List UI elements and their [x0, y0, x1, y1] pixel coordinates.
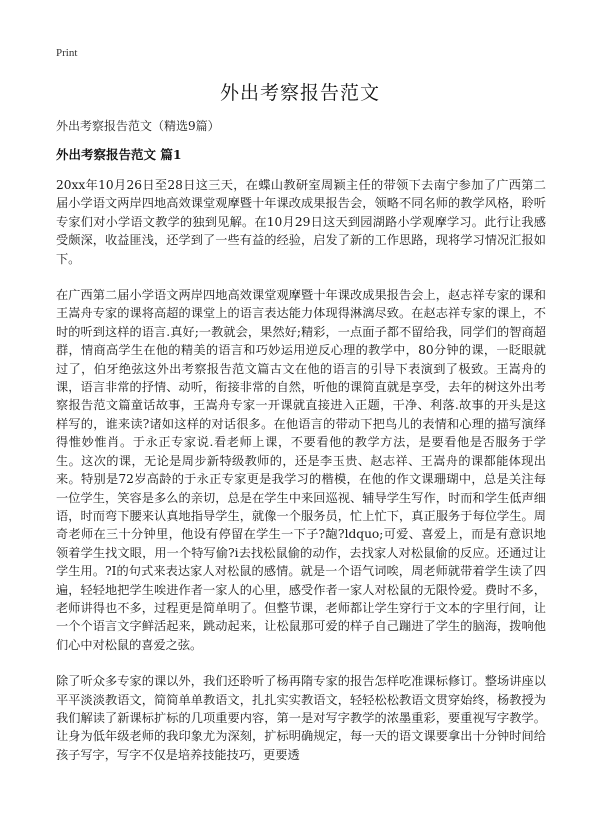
- paragraph-2: 在广西第二届小学语文两岸四地高效课堂观摩暨十年课改成果报告会上，赵志祥专家的课和王嵩舟专家的课将高超的课堂上的语言表达能力体现得淋漓尽致。在赵志祥专家的课上，不时的听到这样的语言.真好;一教就会，果然好;精彩，一点面子都不留给我，同学们的智商超群，情商高学生在他的精美的语言和巧妙运用逆反心理的教学中，80分钟的课，一眨眼就过了，伯牙绝弦这外出考察报告范文篇古文在他的语言的引导下表演到了极致。王嵩舟的课，语言非常的抒情、动听，衔接非常的自然，听他的课简直就是享受，去年的树这外出考察报告范文篇童话故事，王嵩舟专家一开课就直接进入正题，干净、利落.故事的开头是这样写的，谁来读?诸如这样的对话很多。在他语言的带动下把鸟儿的表情和心理的描写演绎得惟妙惟肖。于永正专家说.看老师上课，不要看他的教学方法，是要看他是否服务于学生。这次的课，无论是周步新特级教师的，还是李玉贵、赵志祥、王嵩舟的课都能体现出来。特别是72岁高龄的于永正专家更是我学习的楷模，在他的作文课珊瑚中，总是关注每一位学生，笑容是多么的亲切，总是在学生中来回巡视、辅导学生写作，时而和学生低声细语，时而弯下腰来认真地指导学生，就像一个服务员，忙上忙下，真正服务于每位学生。周奇老师在三十分钟里，他设有停留在学生一下子?龅?ldquo;可爱、喜爱上，而是有意识地领着学生找文眼，用一个特写偷?i去找松鼠偷的动作，去找家人对松鼠偷的反应。还通过让学生用。?I的句式来表达家人对松鼠的感情。就是一个语气词唉，周老师就带着学生读了四遍，轻轻地把学生唉进作者一家人的心里，感受作者一家人对松鼠的无限怜爱。费时不多，老师讲得也不多，过程更是简单明了。但整节课，老师都让学生穿行于文本的字里行间，让一个个语言文字鲜活起来，跳动起来，让松鼠那可爱的样子自己蹦进了学生的脑海，拨响他们心中对松鼠的喜爱之弦。: [56, 288, 546, 652]
- document-body: [56, 118, 546, 782]
- paragraph-1: 20xx年10月26日至28日这三天，在蝶山教研室周颖主任的带领下去南宁参加了广西第二届小学语文两岸四地高效课堂观摩暨十年课改成果报告会，领略不同名师的教学风格，聆听专家们对小学语文教学的独到见解。在10月29日这天到园湖路小学观摩学习。此行让我感受颇深，收益匪浅，还学到了一些有益的经验，启发了新的工作思路，现将学习情况汇报如下。: [56, 178, 546, 266]
- paragraph-3: 除了听众多专家的课以外，我们还聆听了杨再隋专家的报告怎样吃准课标修订。整场讲座以平平淡淡教语文，简简单单教语文，扎扎实实教语文，轻轻松松教语文贯穿始终，杨教授为我们解读了新课标扩标的几项重要内容，第一是对写字教学的浓墨重彩，要重视写字教学。让身为低年级老师的我印象尤为深刻，扩标明确规定，每一天的语文课要拿出十分钟时间给孩子写字，写字不仅是培养技能技巧，更要透: [56, 674, 546, 762]
- document-subtitle: 外出考察报告范文（精选9篇）: [56, 119, 220, 133]
- page-title: 外出考察报告范文: [219, 82, 380, 104]
- section-heading: 外出考察报告范文 篇1: [56, 147, 182, 162]
- print-link[interactable]: Print: [56, 47, 78, 59]
